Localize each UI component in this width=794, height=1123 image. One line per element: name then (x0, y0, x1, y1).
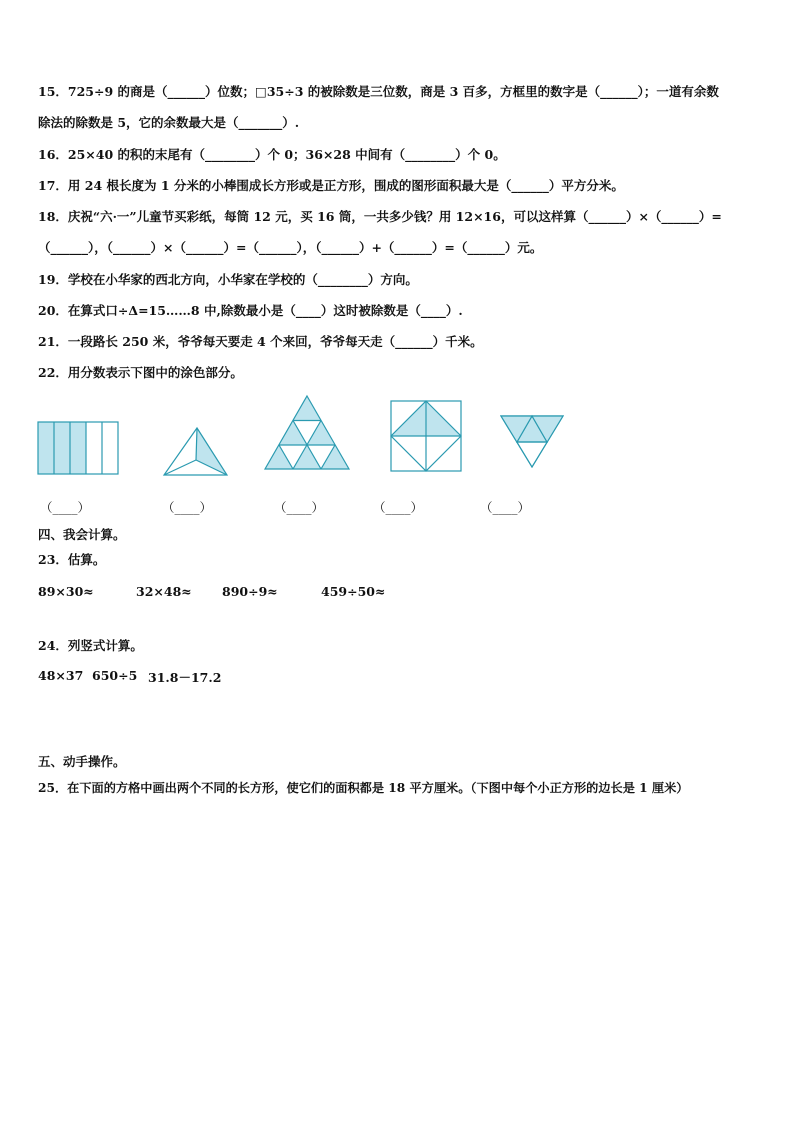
question-20: 20．在算式口÷Δ=15……8 中,除数最小是（____）这时被除数是（____）. (38, 303, 463, 318)
figure-triangle-quarters (500, 416, 564, 468)
question-15-line-2: 除法的除数是 5，它的余数最大是（_______）. (38, 115, 300, 130)
question-19: 19．学校在小华家的西北方向，小华家在学校的（________）方向。 (38, 272, 418, 287)
figure-triangle-thirds (163, 428, 229, 476)
section-4-heading: 四、我会计算。 (38, 527, 126, 542)
question-24: 24．列竖式计算。 (38, 638, 143, 653)
question-15-line-1: 15．725÷9 的商是（______）位数；□35÷3 的被除数是三位数，商是 3 百多，方框里的数字是（______）；一道有余数 (38, 84, 719, 99)
question-25: 25．在下面的方格中画出两个不同的长方形，使它们的面积都是 18 平方厘米。（下图中每个小正方形的边长是 1 厘米） (38, 781, 689, 795)
answer-blank-1[interactable]: （____） (40, 500, 91, 515)
estimation-row (0, 584, 794, 602)
question-17: 17．用 24 根长度为 1 分米的小棒围成长方形或是正方形，围成的图形面积最大是（______）平方分米。 (38, 178, 624, 193)
vertical-calc-item-2: 650÷5 (92, 668, 138, 683)
estimation-item-2: 32×48≈ (136, 584, 192, 599)
estimation-item-4: 459÷50≈ (321, 584, 386, 599)
estimation-item-1: 89×30≈ (38, 584, 94, 599)
figure-answer-row (0, 498, 794, 516)
answer-blank-5[interactable]: （____） (480, 500, 531, 515)
question-22: 22．用分数表示下图中的涂色部分。 (38, 365, 243, 380)
question-18-line-1: 18．庆祝“六·一”儿童节买彩纸，每筒 12 元，买 16 筒，一共多少钱？用 12×16，可以这样算（______）×（______）= (38, 209, 722, 224)
figure-square-diamond (391, 401, 461, 471)
question-21: 21．一段路长 250 米，爷爷每天要走 4 个来回，爷爷每天走（______）千米。 (38, 334, 483, 349)
answer-blank-3[interactable]: （____） (274, 500, 325, 515)
answer-blank-2[interactable]: （____） (162, 500, 213, 515)
vertical-calc-row (0, 668, 794, 686)
answer-blank-4[interactable]: （____） (373, 500, 424, 515)
figure-rectangle-fifths (38, 422, 118, 474)
question-16: 16．25×40 的积的末尾有（________）个 0；36×28 中间有（________）个 0。 (38, 147, 506, 162)
section-5-heading: 五、动手操作。 (38, 754, 126, 769)
question-23: 23．估算。 (38, 552, 106, 567)
question-18-line-2: （______），（______）×（______）=（______），（______）+（______）=（______）元。 (38, 240, 543, 255)
estimation-item-3: 890÷9≈ (222, 584, 278, 599)
vertical-calc-item-1: 48×37 (38, 668, 84, 683)
vertical-calc-item-3: 31.8－17.2 (148, 670, 222, 685)
figure-triangle-ninths (264, 396, 350, 470)
